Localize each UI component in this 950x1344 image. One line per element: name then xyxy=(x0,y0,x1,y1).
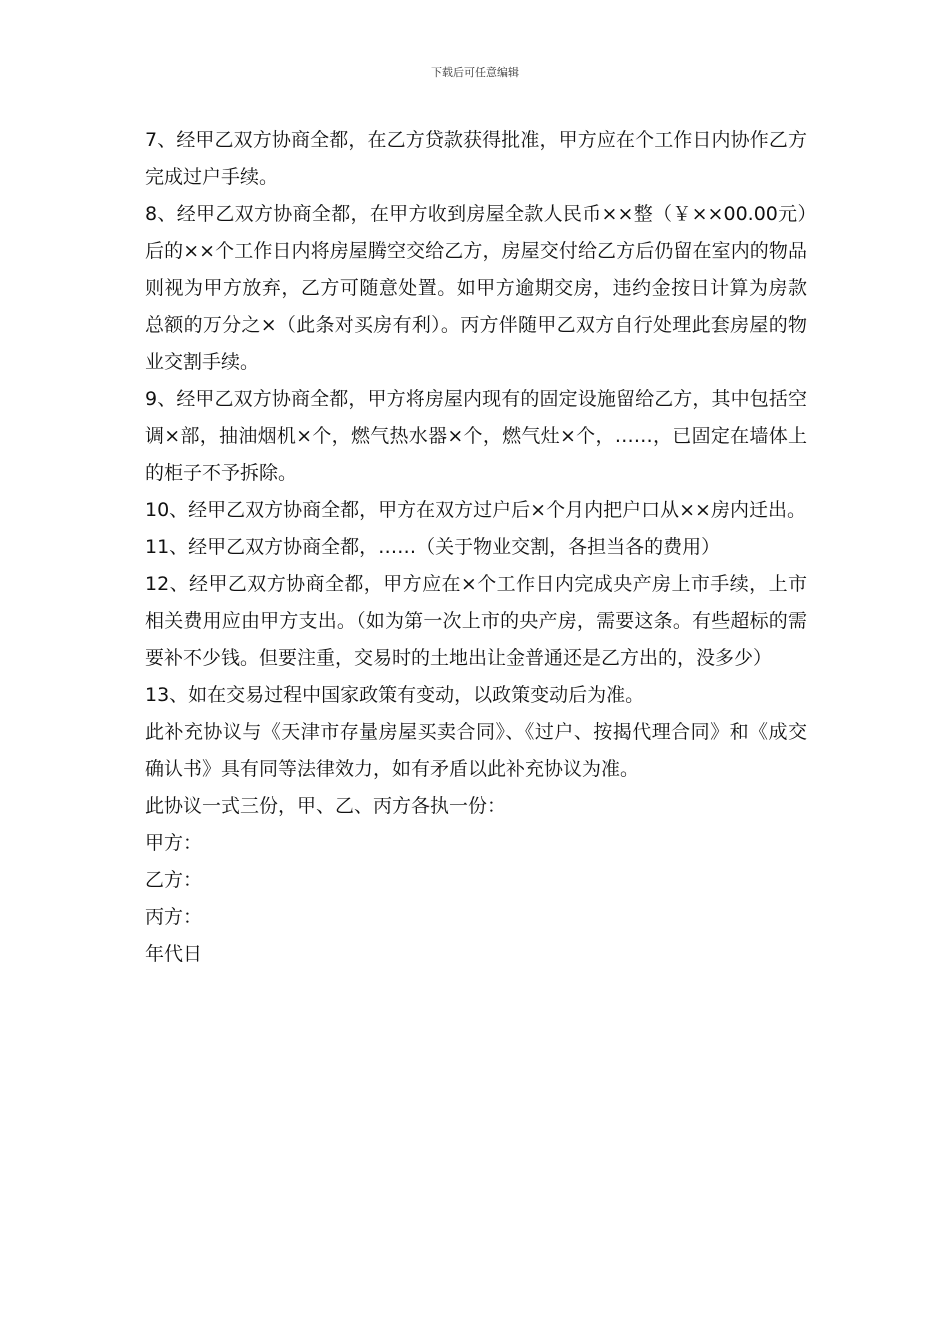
party-a-signature-line: 甲方： xyxy=(145,832,203,854)
clause-9: 9、经甲乙双方协商全都，甲方将房屋内现有的固定设施留给乙方，其中包括空调×部，抽油烟机×个，燃气热水器×个，燃气灶×个，……，已固定在墙体上的柜子不予拆除。 xyxy=(145,388,807,484)
clause-10: 10、经甲乙双方协商全都，甲方在双方过户后×个月内把户口从××房内迁出。 xyxy=(145,499,806,521)
party-c-signature-line: 丙方： xyxy=(145,906,203,928)
date-line: 年代日 xyxy=(145,943,203,965)
clause-13: 13、如在交易过程中国家政策有变动，以政策变动后为准。 xyxy=(145,684,645,706)
document-body xyxy=(145,122,807,973)
page-header-note: 下载后可任意编辑 xyxy=(431,66,519,79)
clause-8: 8、经甲乙双方协商全都，在甲方收到房屋全款人民币××整（￥××00.00元）后的××个工作日内将房屋腾空交给乙方，房屋交付给乙方后仍留在室内的物品则视为甲方放弃，乙方可随意处置。如甲方逾期交房，违约金按日计算为房款总额的万分之×（此条对买房有利）。丙方伴随甲乙双方自行处理此套房屋的物业交割手续。 xyxy=(145,203,807,373)
clause-12: 12、经甲乙双方协商全都，甲方应在×个工作日内完成央产房上市手续，上市相关费用应由甲方支出。（如为第一次上市的央产房，需要这条。有些超标的需要补不少钱。但要注重，交易时的土地出让金普通还是乙方出的，没多少） xyxy=(145,573,807,669)
clause-11: 11、经甲乙双方协商全都，……（关于物业交割，各担当各的费用） xyxy=(145,536,721,558)
clause-7: 7、经甲乙双方协商全都，在乙方贷款获得批准，甲方应在个工作日内协作乙方完成过户手续。 xyxy=(145,129,807,188)
party-b-signature-line: 乙方： xyxy=(145,869,203,891)
copies-statement: 此协议一式三份，甲、乙、丙方各执一份： xyxy=(145,795,507,817)
legal-effect-statement: 此补充协议与《天津市存量房屋买卖合同》、《过户、按揭代理合同》和《成交确认书》具有同等法律效力，如有矛盾以此补充协议为准。 xyxy=(145,721,807,780)
